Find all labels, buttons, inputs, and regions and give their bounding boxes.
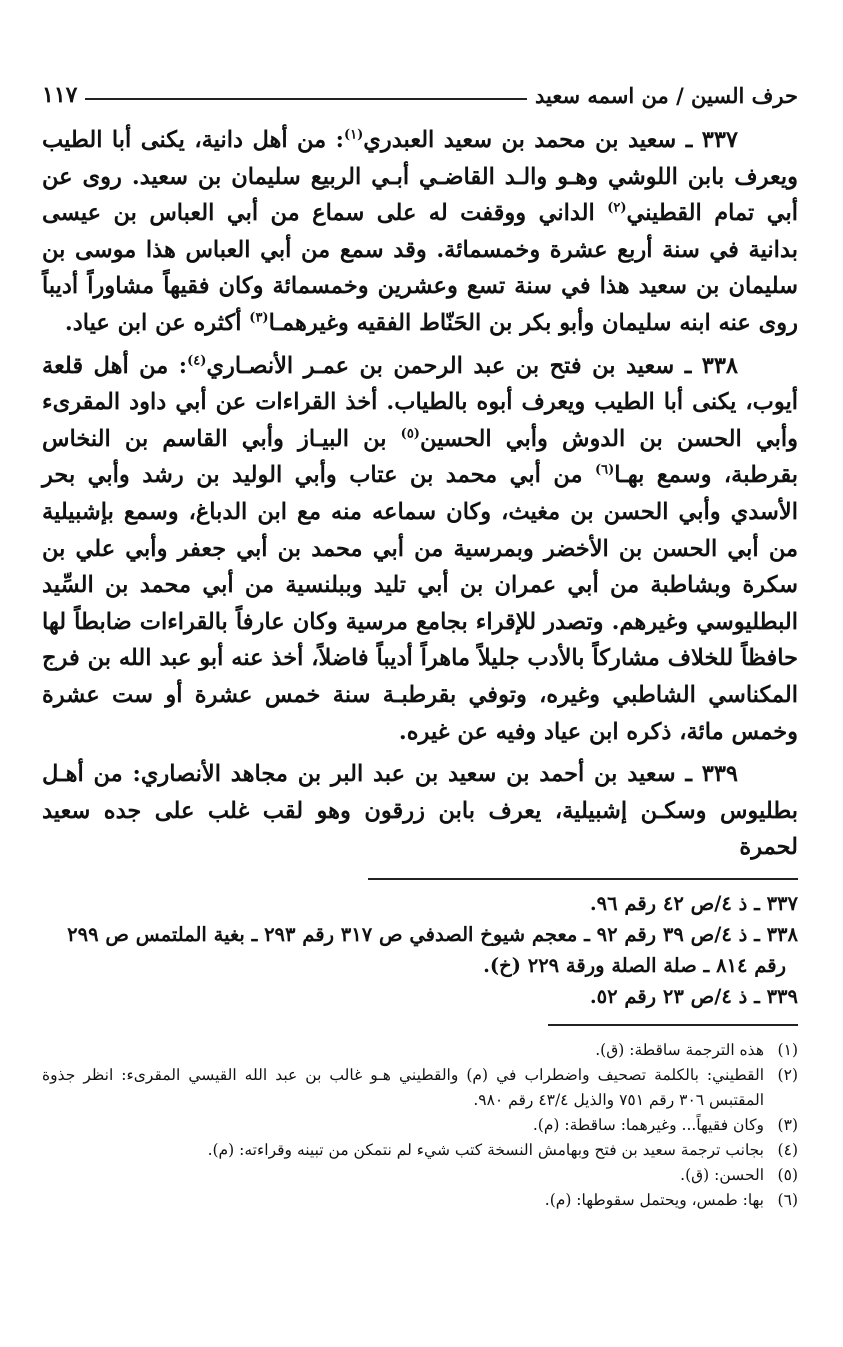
footnote-text: القطيني: بالكلمة تصحيف واضطراب في (م) والقطيني هـو غالب بن عبد الله القيسي المقرىء: انظر جذوة المقتبس ٣٠٦ رقم ٧٥١ والذيل ٤٣/٤ رقم ٩٨٠.	[42, 1065, 764, 1109]
footnote-ref-1[interactable]: (١)	[343, 127, 364, 143]
entry-text: أكثره عن ابن عياد.	[64, 309, 250, 336]
footnote-number: (٥)	[777, 1165, 798, 1184]
footnote-text: هذه الترجمة ساقطة: (ق).	[595, 1040, 764, 1059]
footnote-5	[42, 1163, 798, 1188]
entry-text: من أبي محمد بن عتاب وأبي الوليد بن رشد وأبي بحر الأسدي وأبي الحسن بن مغيث، وكان سماعه منه مع ابن الدباغ، وسمع بإشبيلية من أبي الحسن بن الأخضر وبمرسية من أبي محمد بن أبي جعفر وأبي علي بن سكرة وبشاطبة من أبي عمران بن أبي تليد وببلنسية من أبي محمد بن السِّيد البطليوسي وغيرهم. وتصدر للإقراء بجامع مرسية وكان عارفاً بالقراءات ضابطاً لها حافظاً للخلاف مشاركاً بالأدب جليلاً ماهراً أديباً فاضلاً، أخذ عنه أبو عبد الله بن فرج المكناسي الشاطبي وغيره، وتوفي بقرطبـة سنة خمس عشرة أو ست عشرة وخمس مائة، ذكره ابن عياد وفيه عن غيره.	[42, 462, 798, 745]
entry-text: ٣٣٩ ـ سعيد بن أحمد بن سعيد بن عبد البر بن مجاهد الأنصاري: من أهـل بطليوس وسكـن إشبيلية، يعرف بابن زرقون وهو لقب غلب على جده سعيد لحمرة	[42, 761, 798, 861]
entry-text: الداني ووقفت له على سماع من أبي العباس بن عيسى بدانية في سنة أربع عشرة وخمسمائة. وقد سمع من أبي العباس هذا موسى بن سليمان بن سعيد هذا في سنة تسع وعشرين وخمسمائة وكان فقيهاً مشاوراً أديباً روى عنه ابنه سليمان وأبو بكر بن الحَنّاط الفقيه وغيرهمـا	[42, 200, 798, 336]
main-text-divider	[368, 878, 798, 880]
footnote-text: وكان فقيهاً... وغيرهما: ساقطة: (م).	[532, 1115, 764, 1134]
entry-text: ٣٣٨ ـ سعيد بن فتح بن عبد الرحمن بن عمـر الأنصـاري	[206, 352, 739, 379]
footnote-ref-4[interactable]: (٤)	[187, 353, 207, 369]
source-references	[42, 888, 798, 1012]
footnote-ref-3[interactable]: (٣)	[249, 310, 269, 326]
entry-text: : من أهل دانية، يكنى أبا الطيب ويعرف بابن اللوشي وهـو والـد القاضـي أبـي الربيع سليمان بن سعيد. روى عن أبي تمام القطيني	[42, 127, 798, 227]
footnote-text: الحسن: (ق).	[680, 1165, 764, 1184]
footnote-ref-2[interactable]: (٢)	[607, 200, 627, 216]
footnote-number: (١)	[777, 1040, 798, 1059]
page-number: ١١٧	[42, 82, 78, 108]
footnote-ref-6[interactable]: (٦)	[594, 462, 615, 478]
footnote-2	[42, 1063, 798, 1113]
entry-337	[42, 122, 798, 342]
source-ref-337: ٣٣٧ ـ ذ ٤/ص ٤٢ رقم ٩٦.	[589, 891, 798, 915]
running-head-title: حرف السين / من اسمه سعيد	[534, 83, 798, 108]
main-text	[42, 122, 798, 866]
footnote-3	[42, 1113, 798, 1138]
footnote-1	[42, 1038, 798, 1063]
footnote-text: بجانب ترجمة سعيد بن فتح وبهامش النسخة كتب شيء لم نتمكن من تبينه وقراءته: (م).	[207, 1140, 764, 1159]
footnote-number: (٦)	[777, 1190, 798, 1209]
footnotes-divider	[548, 1024, 798, 1026]
footnote-number: (٣)	[777, 1115, 798, 1134]
footnote-4	[42, 1138, 798, 1163]
entry-339	[42, 756, 798, 866]
footnote-text: بها: طمس، ويحتمل سقوطها: (م).	[544, 1190, 764, 1209]
running-head	[42, 70, 798, 108]
entry-text: : من أهل قلعة أيوب، يكنى أبا الطيب ويعرف أبوه بالطياب. أخذ القراءات عن أبي داود المقرىء وأبي الحسن بن الدوش وأبي الحسين	[42, 352, 798, 452]
source-ref-339: ٣٣٩ ـ ذ ٤/ص ٢٣ رقم ٥٢.	[589, 984, 798, 1008]
footnote-ref-5[interactable]: (٥)	[400, 426, 420, 442]
entry-text: بن البيـاز وأبي القاسم بن النخاس بقرطبة، وسمع بهـا	[42, 425, 799, 489]
source-ref-338: ٣٣٨ ـ ذ ٤/ص ٣٩ رقم ٩٢ ـ معجم شيوخ الصدفي ص ٣١٧ رقم ٢٩٣ ـ بغية الملتمس ص ٢٩٩ رقم ٨١٤ ـ صلة الصلة ورقة ٢٢٩ (خ).	[67, 922, 798, 977]
footnote-number: (٢)	[777, 1065, 798, 1084]
entry-text: ٣٣٧ ـ سعيد بن محمد بن سعيد العبدري	[363, 127, 739, 153]
entry-338	[42, 348, 798, 751]
running-head-rule	[85, 98, 527, 100]
footnote-number: (٤)	[777, 1140, 798, 1159]
footnote-6	[42, 1188, 798, 1213]
footnotes	[42, 1038, 798, 1213]
